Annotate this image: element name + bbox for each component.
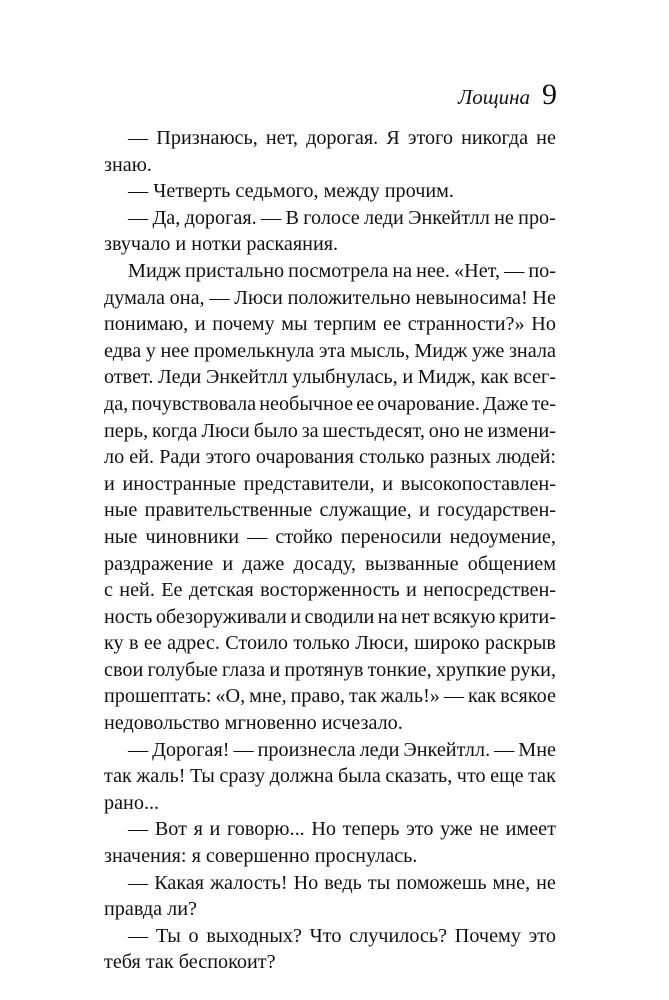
text-line: знаю.	[104, 153, 152, 176]
text-line: — Признаюсь, нет, дорогая. Я этого никогда не	[128, 127, 556, 149]
text-line: едва у нее промелькнула эта мысль, Мидж уже знала	[104, 339, 556, 362]
text-line: — Вот я и говорю... Но теперь это уже не имеет	[128, 818, 556, 841]
text-line: — Ты о выходных? Что случилось? Почему это	[128, 924, 556, 947]
text-line: недовольство мгновенно исчезало.	[104, 712, 403, 735]
running-head	[458, 78, 557, 112]
text-line: — Четверть седьмого, между прочим.	[128, 180, 454, 203]
text-line: так жаль! Ты сразу должна была сказать, что еще так	[104, 765, 556, 788]
text-line: понимаю, и почему мы терпим ее странности?» Но	[104, 313, 556, 336]
text-line: ность обезоруживали и сводили на нет всякую крити-	[104, 605, 556, 628]
text-line: рано...	[104, 791, 160, 814]
text-line: свои голубые глаза и протянув тонкие, хрупкие руки,	[104, 658, 556, 681]
text-line: раздражение и даже досаду, вызванные общением	[104, 552, 556, 575]
text-line: звучало и нотки раскаяния.	[104, 233, 339, 256]
text-line: — Да, дорогая. — В голосе леди Энкейтлл не про-	[128, 206, 556, 229]
text-line: думала она, — Люси положительно невыносима! Не	[104, 286, 556, 309]
text-line: Мидж пристально посмотрела на нее. «Нет, — по-	[128, 259, 556, 282]
body-text	[104, 125, 556, 976]
text-line: ные правительственные служащие, и государствен-	[104, 499, 556, 522]
text-line: прошептать: «О, мне, право, так жаль!» — как всякое	[104, 685, 556, 708]
text-line: ло ей. Ради этого очарования столько разных людей:	[104, 446, 556, 469]
text-line: правда ли?	[104, 898, 198, 921]
text-line: с ней. Ее детская восторженность и непосредствен-	[104, 579, 556, 602]
text-line: и иностранные представители, и высокопоставлен-	[104, 472, 556, 495]
running-head-title: Лощина	[458, 85, 530, 109]
text-line: ные чиновники — стойко переносили недоумение,	[104, 525, 556, 548]
text-line: перь, когда Люси было за шестьдесят, оно не измени-	[104, 419, 556, 442]
text-line: значения: я совершенно проснулась.	[104, 845, 418, 868]
text-line: — Какая жалость! Но ведь ты поможешь мне, не	[128, 871, 556, 894]
text-line: ку в ее адрес. Стоило только Люси, широко раскрыв	[104, 632, 556, 655]
page-number: 9	[542, 78, 557, 111]
text-line: ответ. Леди Энкейтлл улыбнулась, и Мидж, как всег-	[104, 366, 556, 389]
text-line: да, почувствовала необычное ее очарование. Даже те-	[104, 392, 556, 415]
text-line: тебя так беспокоит?	[104, 951, 276, 974]
text-line: — Дорогая! — произнесла леди Энкейтлл. — Мне	[128, 738, 556, 761]
